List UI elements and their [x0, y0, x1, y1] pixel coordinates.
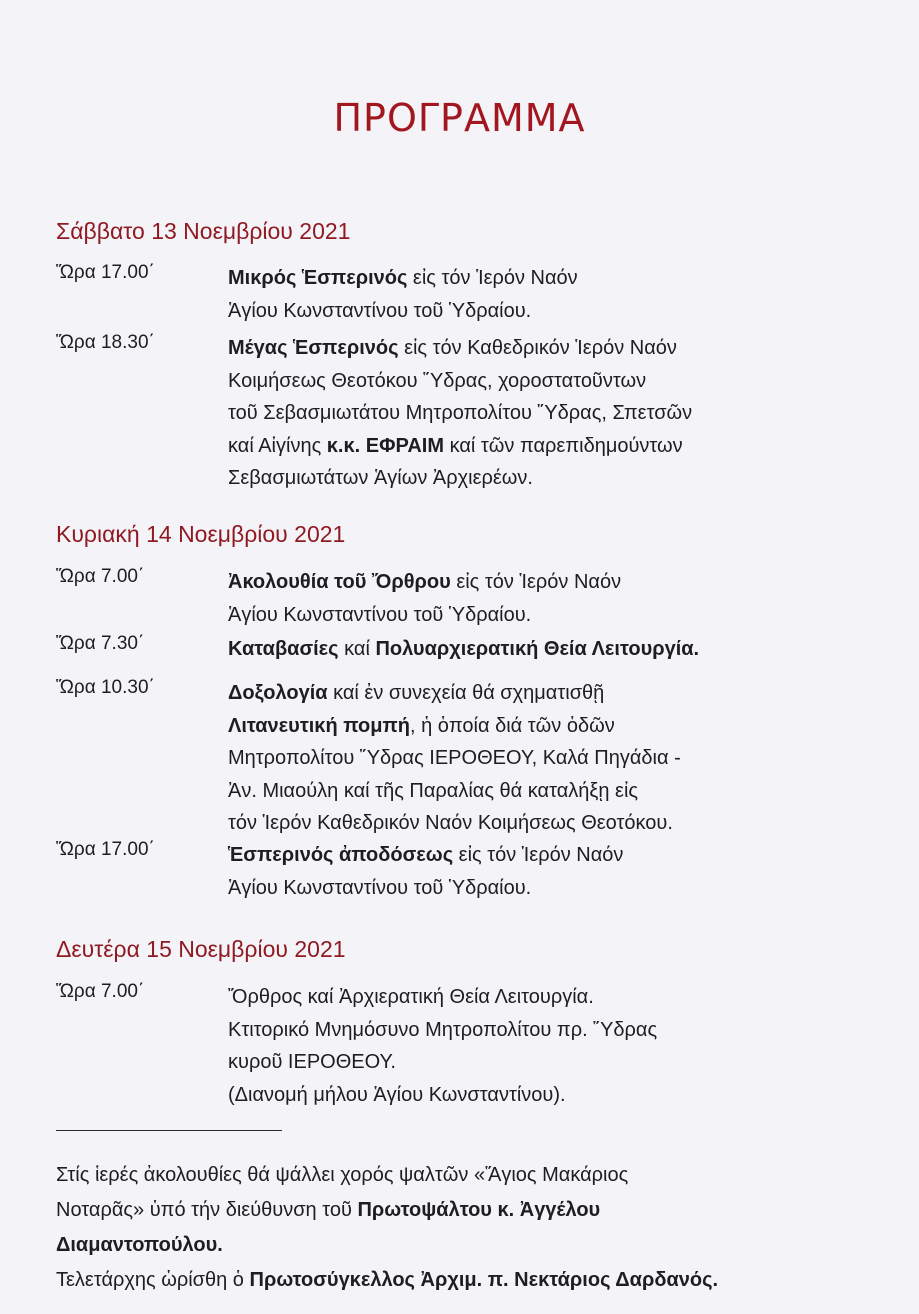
entry-text: Μητροπολίτου Ὕδρας ΙΕΡΟΘΕΟΥ, Καλά Πηγάδια - [228, 747, 681, 769]
entry-text: κυροῦ ΙΕΡΟΘΕΟΥ. [228, 1051, 396, 1073]
footnote-divider [56, 1130, 282, 1131]
footnote-text: Τελετάρχης ὡρίσθη ὁ [56, 1269, 250, 1291]
entry-text: Ἁγίου Κωνσταντίνου τοῦ Ὑδραίου. [228, 603, 532, 626]
entry-time: Ὥρα 10.30΄ [56, 677, 155, 698]
entry-title: Ἑσπερινός ἀποδόσεως [228, 844, 454, 866]
entry-text: εἰς τόν Καθεδρικόν Ἱερόν Ναόν [398, 337, 677, 359]
entry-text: τόν Ἱερόν Καθεδρικόν Ναόν Κοιμήσεως Θεοτόκου. [228, 812, 673, 834]
day-heading-sunday: Κυριακή 14 Νοεμβρίου 2021 [56, 521, 346, 547]
footnote-bold-text: Πρωτοψάλτου κ. Ἀγγέλου [357, 1199, 601, 1221]
entry-description [228, 677, 848, 840]
entry-text: Ἀν. Μιαούλη καί τῆς Παραλίας θά καταλήξῃ εἰς [228, 779, 639, 802]
entry-text: Κτιτορικό Μνημόσυνο Μητροπολίτου πρ. Ὕδρας [228, 1018, 658, 1041]
entry-text: Ὄρθρος καί Ἀρχιερατική Θεία Λειτουργία. [228, 986, 594, 1008]
entry-time: Ὥρα 7.00΄ [56, 981, 145, 1002]
entry-title: Μέγας Ἑσπερινός [228, 337, 399, 359]
entry-time: Ὥρα 17.00΄ [56, 839, 155, 860]
footnote-text: Στίς ἱερές ἀκολουθίες θά ψάλλει χορός ψαλτῶν «Ἅγιος Μακάριος [56, 1164, 629, 1186]
entry-description [228, 981, 848, 1111]
entry-title: Δοξολογία [228, 682, 328, 704]
entry-bold-text: κ.κ. ΕΦΡΑΙΜ [326, 434, 445, 457]
entry-description [228, 566, 848, 631]
entry-text: εἰς τόν Ἱερόν Ναόν [407, 267, 578, 289]
page-title: ΠΡΟΓΡΑΜΜΑ [333, 96, 586, 140]
entry-text: Ἁγίου Κωνσταντίνου τοῦ Ὑδραίου. [228, 876, 532, 899]
footnote-bold-text: Διαμαντοπούλου. [56, 1234, 223, 1256]
entry-time: Ὥρα 17.00΄ [56, 262, 155, 283]
entry-description [228, 262, 848, 327]
entry-text: καί ἐν συνεχεία θά σχηματισθῇ [327, 682, 605, 704]
entry-time: Ὥρα 18.30΄ [56, 332, 155, 353]
entry-time: Ὥρα 7.30΄ [56, 633, 145, 654]
entry-text: Κοιμήσεως Θεοτόκου Ὕδρας, χοροστατοῦντων [228, 369, 647, 392]
entry-text: (Διανομή μήλου Ἁγίου Κωνσταντίνου). [228, 1083, 566, 1106]
footnote [56, 1158, 876, 1298]
entry-title: Μικρός Ἑσπερινός [228, 267, 408, 289]
entry-bold-text: Πολυαρχιερατική Θεία Λειτουργία. [375, 638, 700, 660]
entry-text: Σεβασμιωτάτων Ἁγίων Ἀρχιερέων. [228, 467, 533, 489]
day-heading-monday: Δευτέρα 15 Νοεμβρίου 2021 [56, 936, 346, 962]
entry-text: Ἁγίου Κωνσταντίνου τοῦ Ὑδραίου. [228, 299, 532, 322]
entry-title: Καταβασίες [228, 638, 339, 660]
entry-text: εἰς τόν Ἱερόν Ναόν [450, 571, 622, 593]
entry-title: Ἀκολουθία τοῦ Ὄρθρου [228, 571, 451, 593]
entry-text: καί τῶν παρεπιδημούντων [444, 434, 683, 457]
entry-text: εἰς τόν Ἱερόν Ναόν [453, 844, 624, 866]
entry-text: καί [338, 638, 376, 660]
entry-text: , ἡ ὁποία διά τῶν ὁδῶν [409, 714, 615, 737]
footnote-bold-text: Πρωτοσύγκελλος Ἀρχιμ. π. Νεκτάριος Δαρδανός. [249, 1269, 719, 1291]
entry-bold-text: Λιτανευτική πομπή [228, 714, 410, 737]
footnote-text: Νοταρᾶς» ὑπό τήν διεύθυνση τοῦ [56, 1199, 358, 1221]
entry-description [228, 839, 848, 904]
entry-time: Ὥρα 7.00΄ [56, 566, 145, 587]
day-heading-saturday: Σάββατο 13 Νοεμβρίου 2021 [56, 218, 351, 244]
entry-description [228, 332, 848, 495]
entry-description [228, 633, 848, 666]
entry-text: τοῦ Σεβασμιωτάτου Μητροπολίτου Ὕδρας, Σπετσῶν [228, 402, 693, 424]
entry-text: καί Αἰγίνης [228, 434, 327, 457]
